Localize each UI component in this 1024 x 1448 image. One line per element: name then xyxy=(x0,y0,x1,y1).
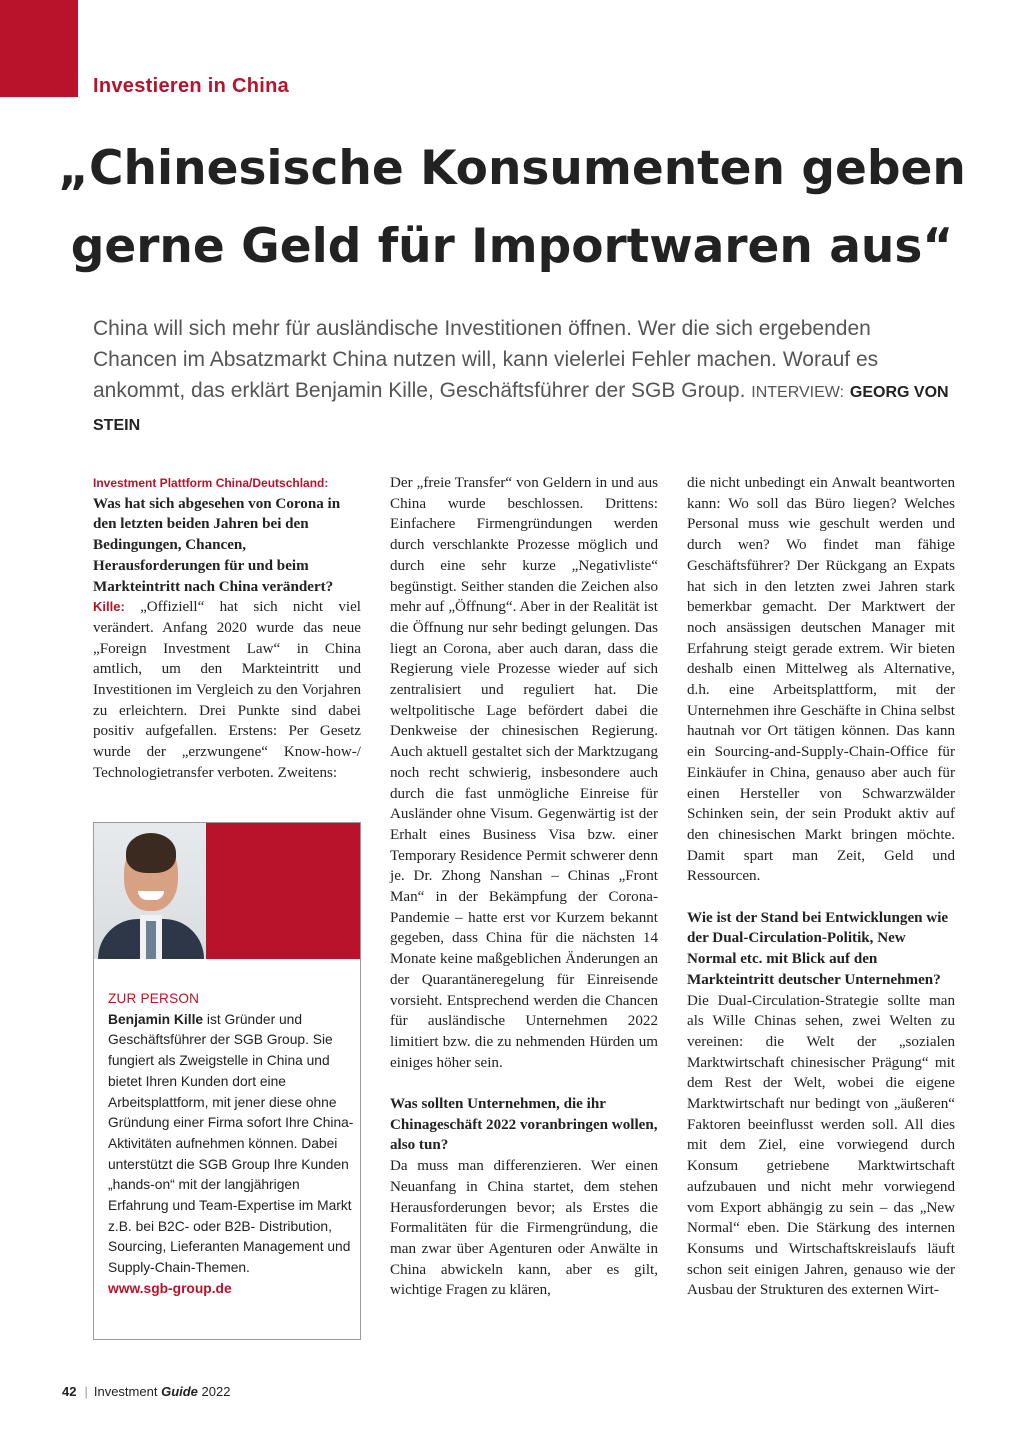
profile-accent-block xyxy=(206,823,360,959)
magazine-name: Investment xyxy=(93,1384,158,1399)
portrait-photo xyxy=(94,823,206,959)
article-lead xyxy=(93,313,953,441)
article-column-1 xyxy=(93,473,361,784)
profile-description xyxy=(108,1010,356,1279)
article-column-3 xyxy=(687,473,955,1301)
profile-text xyxy=(108,989,356,1300)
lead-text: China will sich mehr für ausländische Investitionen öffnen. Wer die sich ergebenden Chancen im Absatzmarkt China nutzen will, kann vielerlei Fehler machen. Worauf es ankommt, das erklärt Benjamin Kille, Geschäftsführer der SGB Group. xyxy=(93,317,879,402)
answer-2-part-1: Da muss man differenzieren. Wer einen Neuanfang in China startet, dem stehen Herausforderungen bevor; als Erstes die Formalitäten für die Firmengründung, die man zwar über Agenturen oder Anwälte in China abwickeln kann, aber es gilt, wichtige Fragen zu klären, xyxy=(390,1158,658,1299)
answer-1-part-1 xyxy=(93,597,361,783)
profile-box xyxy=(93,822,361,1340)
question-2: Was sollten Unternehmen, die ihr Chinageschäft 2022 voranbringen wollen, also tun? xyxy=(390,1096,658,1154)
question-3: Wie ist der Stand bei Entwicklungen wie der Dual-Circulation-Politik, New Normal etc. mit Blick auf den Markteintritt deutscher Unternehmen? xyxy=(687,909,949,988)
interview-credit-name: GEORG VON STEIN xyxy=(93,384,949,434)
profile-website-link[interactable]: www.sgb-group.de xyxy=(108,1280,232,1296)
answer-3: Die Dual-Circulation-Strategie sollte man als Wille Chinas sehen, zwei Welten zu vereinen: die Welt der „sozialen Marktwirtschaft chinesischer Prägung“ mit dem Rest der Welt, wobei die eigene Marktwirtschaft nur bedingt von „äußeren“ Faktoren beeinflusst werden soll. All dies mit dem Ziel, eine vorwiegend durch Konsum getriebene Marktwirtschaft aufzubauen und nicht mehr vorwiegend vom Export abhängig zu sein – das „New Normal“ eben. Die Stärkung des internen Konsums und Wirtschaftskreislaufs läuft schon seit einigen Jahren, genauso wie der Ausbau der Strukturen des externen Wirt- xyxy=(687,992,955,1299)
magazine-year: 2022 xyxy=(201,1384,231,1399)
answer-2-part-2: die nicht unbedingt ein Anwalt beantworten kann: Wo soll das Büro liegen? Welches Personal muss wie geschult werden und durch wen? Wo findet man fähige Geschäftsführer? Der Rückgang an Expats hat sich in den letzten zwei Jahren stark bemerkbar gemacht. Der Marktwert der noch ansässigen deutschen Manager mit Erfahrung steigt gerade extrem. Wir bieten deshalb einen Mittelweg als Alternative, d.h. eine Arbeitsplattform, mit der Unternehmen ihre Geschäfte in China selbst hautnah vor Ort tätigen können. Das kann ein Sourcing-and-Supply-Chain-Office für Einkäufer in China, genauso aber auch für einen Hersteller von Schwarzwälder Schinken sein, der sein Produkt aktiv auf den chinesischen Markt bringen möchte. Damit spart man Zeit, Geld und Ressourcen. xyxy=(687,475,955,885)
question-1 xyxy=(93,473,361,597)
footer-separator: | xyxy=(84,1384,88,1399)
article-headline: „Chinesische Konsumenten geben gerne Geld für Importwaren aus“ xyxy=(58,141,966,274)
section-kicker: Investieren in China xyxy=(93,75,290,97)
answer-1-text: „Offiziell“ hat sich nicht viel verändert. Anfang 2020 wurde das neue „Foreign Investment Law“ in China amtlich, um den Markteintritt und Investitionen im Vergleich zu den Vorjahren zu erleichtern. Drei Punkte sind dabei positiv aufgefallen. Erstens: Per Gesetz wurde der „erzwungene“ Know-how-/ Technologietransfer verboten. Zweitens: xyxy=(93,599,361,781)
interview-credit-label: INTERVIEW: xyxy=(751,384,845,401)
page-footer xyxy=(62,1384,230,1399)
magazine-guide: Guide xyxy=(161,1384,198,1399)
profile-label: ZUR PERSON xyxy=(108,991,200,1006)
corner-accent-block xyxy=(0,0,78,97)
speaker-label: Kille: xyxy=(93,599,125,615)
answer-1-part-2: Der „freie Transfer“ von Geldern in und aus China wurde beschlossen. Drittens: Einfachere Firmengründungen werden durch verschlankte Prozesse möglich und durch eine sehr kurze „Negativliste“ begünstigt. Seither standen die Zeichen also mehr auf „Öffnung“. Aber in der Realität ist die Öffnung nur sehr bedingt gelungen. Das liegt an Corona, aber auch daran, dass die Regierung viele Prozesse wieder auf sich zentralisiert und reguliert hat. Die weltpolitische Lage befördert dabei die Denkweise der chinesischen Regierung. Auch aktuell gestaltet sich der Marktzugang noch recht schwierig, insbesondere auch durch die fast unmögliche Einreise für Ausländer ohne Visum. Gegenwärtig ist der Erhalt eines Business Visa bzw. einer Temporary Residence Permit schwerer denn je. Dr. Zhong Nanshan – Chinas „Front Man“ in der Bekämpfung der Corona-Pandemie – hatte erst vor Kurzem bekannt gegeben, dass China für die nächsten 14 Monate keine maßgeblichen Änderungen an der Quarantäneregelung für Einreisende vorsieht. Entsprechend werden die Chancen für ausländische Unternehmen 2022 limitiert bzw. die zu nehmenden Hürden um einiges höher sein. xyxy=(390,475,658,1071)
article-column-2 xyxy=(390,473,658,1301)
profile-name: Benjamin Kille xyxy=(108,1011,204,1027)
profile-body: ist Gründer und Geschäftsführer der SGB Group. Sie fungiert als Zweigstelle in China und bietet Ihren Kunden dort eine Arbeitsplattform, mit jener diese ohne Gründung einer Firma sofort Ihre China-Aktivitäten aufnehmen können. Dabei unterstützt die SGB Group Ihre Kunden „hands-on“ mit der langjährigen Erfahrung und Team-Expertise im Markt z.B. bei B2C- oder B2B- Distribution, Sourcing, Lieferanten Management und Supply-Chain-Themen. xyxy=(108,1011,354,1276)
question-1-text: Was hat sich abgesehen von Corona in den letzten beiden Jahren bei den Bedingungen, Chancen, Herausforderungen für und beim Markteintritt nach China verändert? xyxy=(93,495,341,595)
page-number: 42 xyxy=(62,1384,77,1399)
source-label: Investment Plattform China/Deutschland: xyxy=(93,476,329,490)
